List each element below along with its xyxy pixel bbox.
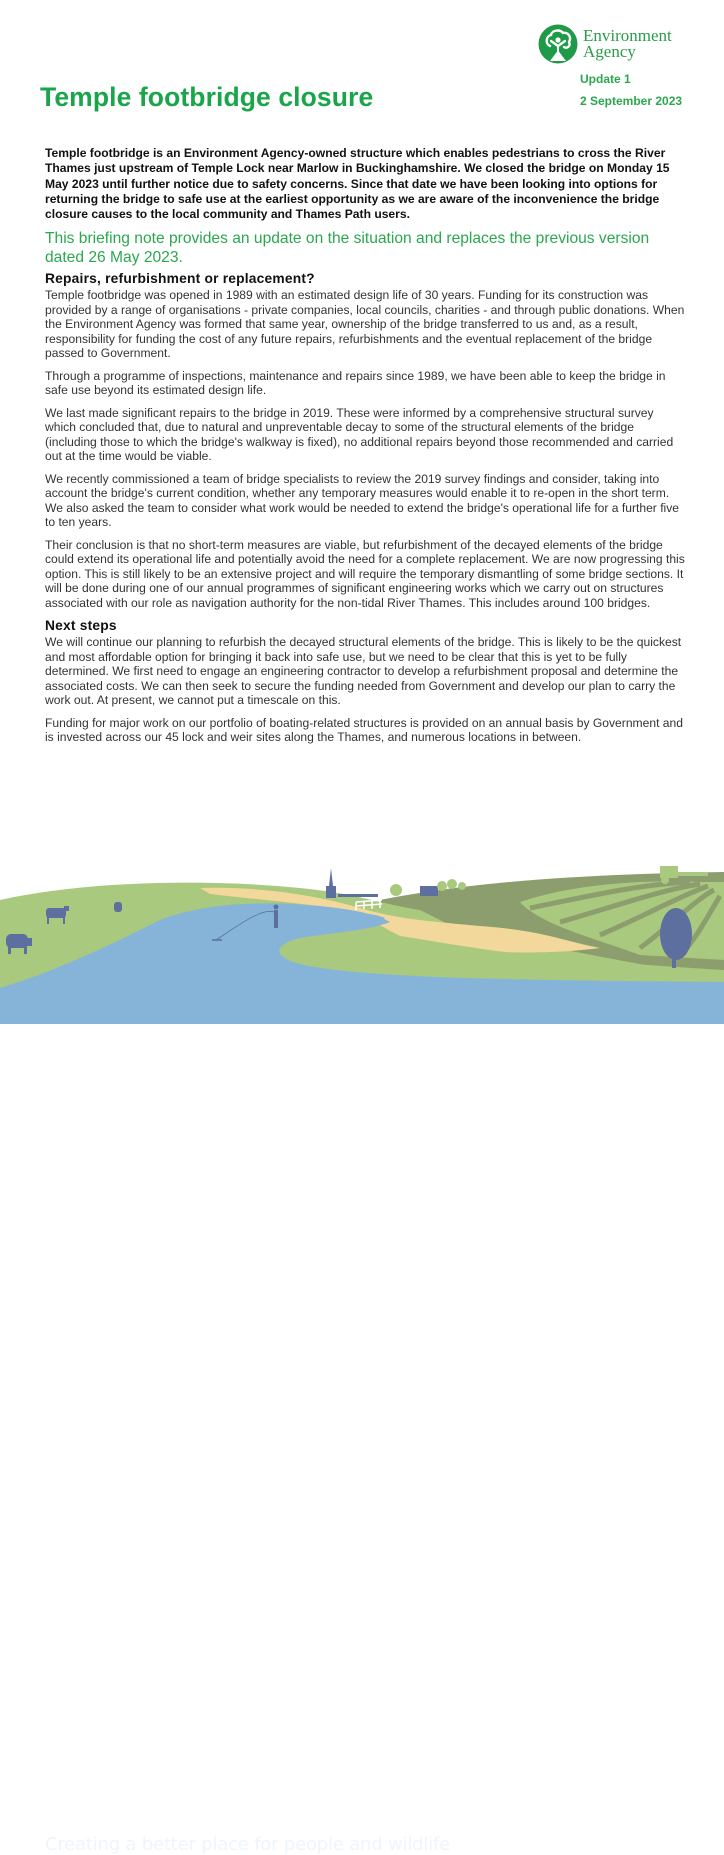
intro-summary: Temple footbridge is an Environment Agency-owned structure which enables pedestrians to cross the River Thames just upstream of Temple Lock near Marlow in Buckinghamshire. We closed the bridge on Monday 15 May 2023 until further notice due to safety concerns. Since that date we have been looking into options for returning the bridge to safe use at the earliest opportunity as we are aware of the inconvenience the bridge closure causes to the local community and Thames Path users. [45, 146, 670, 222]
paragraph: Funding for major work on our portfolio of boating-related structures is provided on an annual basis by Government and is invested across our 45 lock and weir sites along the Thames, and numerous locations in between. [45, 715, 683, 745]
update-date: 2 September 2023 [580, 94, 683, 108]
organisation-name [583, 28, 672, 60]
document-body [45, 146, 685, 753]
paragraph: We will continue our planning to refurbish the decayed structural elements of the bridge. This is likely to be the quickest and most affordable option for bringing it back into safe use, but we need to be clear that this is yet to be fully determined. We first need to engage an engineering contractor to develop a refurbishment proposal and determine the associated costs. We can then seek to secure the funding needed from Government and develop our plan to carry the work out. At present, we cannot put a timescale on this. [45, 635, 682, 708]
footer-tagline: Creating a better place for people and wildlife [45, 1834, 450, 1855]
org-name-line1: Environment [583, 26, 672, 45]
update-label: Update 1 [580, 72, 631, 86]
briefing-lead: This briefing note provides an update on the situation and replaces the previous version dated 26 May 2023. [45, 230, 650, 267]
section-repairs [45, 271, 685, 610]
footer-illustration [0, 860, 724, 1855]
section-heading: Repairs, refurbishment or replacement? [45, 271, 315, 287]
paragraph: Their conclusion is that no short-term measures are viable, but refurbishment of the decayed elements of the bridge could extend its operational life and potentially avoid the need for a complete replacement. We are now progressing this option. This is still likely to be an extensive project and will require the temporary dismantling of some bridge sections. It will be done during one of our annual programmes of significant engineering works which we carry out on structures associated with our role as navigation authority for the non-tidal River Thames. This includes around 100 bridges. [45, 537, 685, 610]
paragraph: We recently commissioned a team of bridge specialists to review the 2019 survey findings and consider, taking into account the bridge's current condition, whether any temporary measures would enable it to re-open in the short term. We also asked the team to consider what work would be needed to extend the bridge's operational life for a further five to ten years. [45, 471, 680, 530]
paragraph: Temple footbridge was opened in 1989 with an estimated design life of 30 years. Funding for its construction was provided by a range of organisations - private companies, local councils, charities - and through public donations. When the Environment Agency was formed that same year, ownership of the bridge transferred to us and, as a result, responsibility for funding the cost of any future repairs, refurbishments and the eventual replacement of the bridge passed to Government. [45, 288, 685, 361]
page-title: Temple footbridge closure [40, 82, 374, 112]
section-heading: Next steps [45, 618, 117, 634]
environment-agency-logo [538, 24, 672, 64]
paragraph: We last made significant repairs to the bridge in 2019. These were informed by a comprehensive structural survey which concluded that, due to natural and unpreventable decay to some of the structural elements of the bridge (including those to which the bridge's walkway is fixed), no additional repairs beyond those recommended and carried out at the time would be viable. [45, 405, 674, 464]
river-landscape-illustration [0, 860, 724, 1024]
update-meta [580, 72, 682, 116]
paragraph: Through a programme of inspections, maintenance and repairs since 1989, we have been able to keep the bridge in safe use beyond its estimated design life. [45, 368, 666, 398]
org-name-line2: Agency [583, 42, 636, 61]
section-next-steps [45, 618, 685, 745]
tree-person-logo-icon [538, 24, 578, 64]
